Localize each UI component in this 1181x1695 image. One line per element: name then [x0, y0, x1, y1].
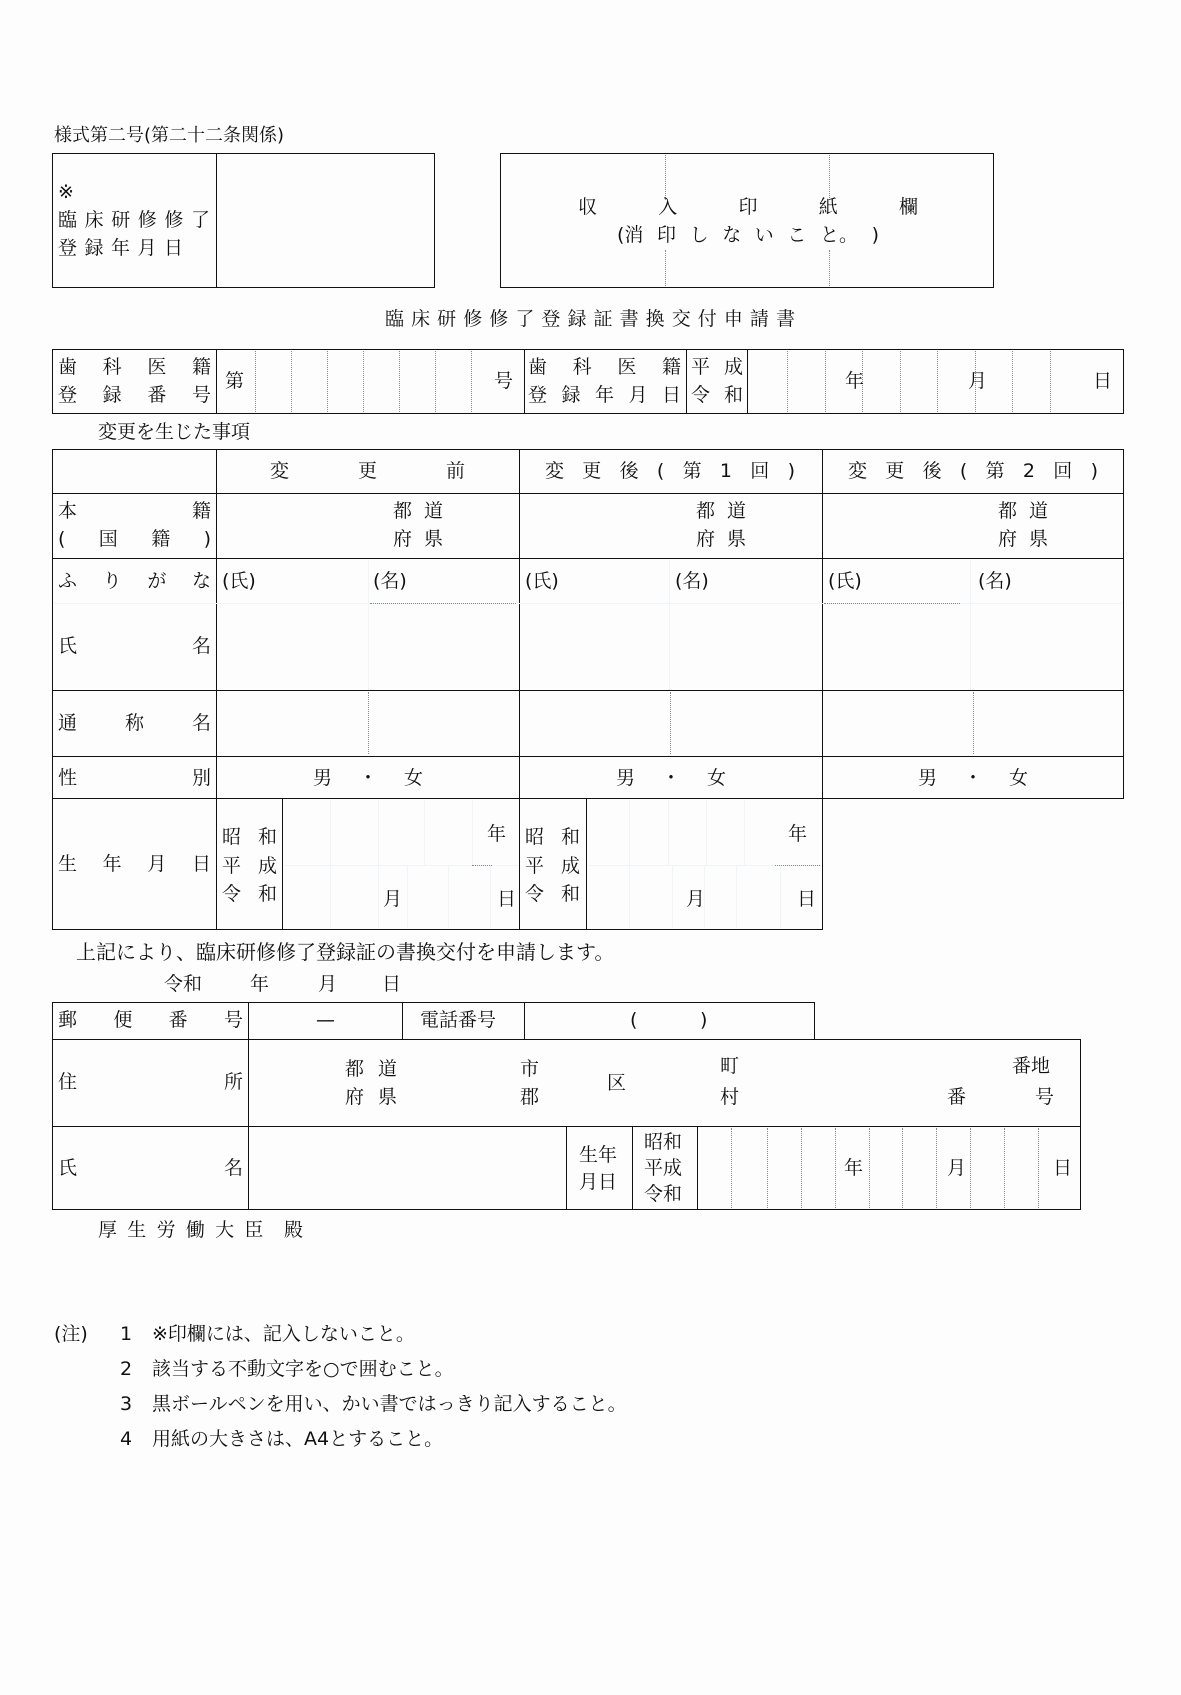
- era-option-showa[interactable]: 昭 和: [222, 826, 277, 848]
- birthdate-label-2: 月日: [579, 1171, 618, 1193]
- sex-options-after1: 男 ・ 女: [616, 767, 726, 789]
- address-ban: 番: [947, 1086, 967, 1108]
- reserved-mark: ※: [58, 181, 74, 203]
- header-after-2: 変 更 後 ( 第 2 回 ): [848, 460, 1098, 482]
- era-option-showa[interactable]: 昭 和: [525, 826, 580, 848]
- option-male[interactable]: 男: [616, 767, 636, 789]
- stamp-guide: [665, 155, 666, 200]
- header-after-1: 変 更 後 ( 第 1 回 ): [545, 460, 795, 482]
- applicant-birthdate-field[interactable]: [699, 1128, 1079, 1208]
- addressee: 厚 生 労 働 大 臣 殿: [98, 1219, 303, 1241]
- note-number: 4: [120, 1428, 133, 1450]
- stamp-guide: [665, 250, 666, 286]
- prefecture-suffix: 都 道: [393, 500, 443, 522]
- prefecture-suffix: 都 道: [998, 500, 1048, 522]
- day-label: 日: [1093, 370, 1113, 392]
- sex-options-before: 男 ・ 女: [313, 767, 423, 789]
- address-banchi: 番地: [1012, 1055, 1051, 1077]
- alias-after1-field[interactable]: [521, 692, 821, 755]
- postal-code-label: 郵 便 番 号: [58, 1009, 243, 1031]
- note-number: 2: [120, 1358, 133, 1380]
- day-label: 日: [497, 888, 517, 910]
- address-city: 市: [520, 1058, 540, 1080]
- divider: [632, 1126, 633, 1210]
- domicile-label-2: ( 国 籍 ): [58, 528, 211, 550]
- address-go: 号: [1035, 1086, 1055, 1108]
- birthdate-label: 生 年 月 日: [58, 853, 211, 875]
- prefecture-suffix: 府 県: [696, 528, 746, 550]
- sex-label: 性 別: [58, 767, 211, 789]
- stamp-guide: [829, 155, 830, 200]
- application-month: 月: [318, 973, 338, 995]
- domicile-after2-field[interactable]: [824, 495, 1122, 557]
- address-prefecture-suffix: 都 道: [345, 1058, 397, 1080]
- era-option-heisei[interactable]: 平成: [644, 1157, 683, 1179]
- registry-number-label-2: 登 録 番 号: [58, 384, 211, 406]
- era-option-reiwa[interactable]: 令 和: [525, 883, 580, 905]
- prefecture-suffix: 府 県: [393, 528, 443, 550]
- divider: [52, 558, 1124, 559]
- divider: [586, 798, 587, 930]
- phone-paren-close: ): [700, 1009, 708, 1031]
- given-name-after1-field[interactable]: [670, 604, 821, 689]
- registration-date-label-line2: 登 録 年 月 日: [58, 237, 183, 259]
- divider: [248, 1039, 249, 1210]
- divider: [566, 1126, 567, 1210]
- option-male[interactable]: 男: [918, 767, 938, 789]
- registry-date-label-1: 歯 科 医 籍: [528, 356, 681, 378]
- application-era: 令和: [164, 973, 203, 995]
- alias-label: 通 称 名: [58, 712, 211, 734]
- given-name-tag: (名): [675, 570, 709, 592]
- note-text: 用紙の大きさは、A4とすること。: [152, 1428, 444, 1450]
- changes-section-title: 変更を生じた事項: [98, 421, 251, 443]
- era-option-reiwa[interactable]: 令和: [644, 1183, 683, 1205]
- surname-before-field[interactable]: [218, 604, 367, 689]
- application-day: 日: [382, 973, 402, 995]
- divider: [52, 493, 1124, 494]
- given-name-tag: (名): [978, 570, 1012, 592]
- application-year: 年: [250, 973, 270, 995]
- note-text: ※印欄には、記入しないこと。: [152, 1323, 415, 1345]
- given-name-tag: (名): [373, 570, 407, 592]
- stamp-box-title: 収 入 印 紙 欄: [578, 196, 918, 218]
- divider: [697, 1126, 698, 1210]
- option-female[interactable]: 女: [706, 767, 726, 789]
- divider: [216, 349, 217, 414]
- note-number: 1: [120, 1323, 133, 1345]
- month-label: 月: [686, 888, 706, 910]
- given-name-after2-field[interactable]: [971, 604, 1122, 689]
- option-male[interactable]: 男: [313, 767, 333, 789]
- divider: [248, 1002, 249, 1040]
- registry-date-label-2: 登 録 年 月 日: [528, 384, 681, 406]
- surname-tag: (氏): [222, 570, 256, 592]
- address-town: 町: [720, 1055, 740, 1077]
- day-label: 日: [1053, 1157, 1073, 1179]
- alias-before-field[interactable]: [218, 692, 518, 755]
- divider: [282, 798, 283, 930]
- era-option-heisei[interactable]: 平 成: [691, 356, 743, 378]
- phone-label: 電話番号: [420, 1009, 497, 1031]
- sex-options-after2: 男 ・ 女: [918, 767, 1028, 789]
- address-prefecture-suffix: 府 県: [345, 1086, 397, 1108]
- header-before: 変 更 前: [270, 460, 465, 482]
- prefecture-suffix: 府 県: [998, 528, 1048, 550]
- surname-tag: (氏): [828, 570, 862, 592]
- note-text: 黒ボールペンを用い、かい書ではっきり記入すること。: [152, 1393, 627, 1415]
- note-text: 該当する不動文字を○で囲むこと。: [152, 1358, 454, 1380]
- surname-tag: (氏): [525, 570, 559, 592]
- registry-number-prefix: 第: [225, 370, 245, 392]
- divider: [747, 349, 748, 414]
- era-option-reiwa[interactable]: 令 和: [222, 883, 277, 905]
- surname-after1-field[interactable]: [521, 604, 668, 689]
- year-label: 年: [845, 370, 865, 392]
- name-label: 氏 名: [58, 635, 211, 657]
- registry-number-label-1: 歯 科 医 籍: [58, 356, 211, 378]
- month-label: 月: [383, 888, 403, 910]
- prefecture-suffix: 都 道: [696, 500, 746, 522]
- year-label: 年: [844, 1157, 864, 1179]
- stamp-guide: [829, 250, 830, 286]
- registry-number-field[interactable]: [250, 351, 490, 412]
- address-field[interactable]: [250, 1041, 1079, 1125]
- month-label: 月: [968, 370, 988, 392]
- postal-dash: —: [316, 1009, 335, 1031]
- surname-after2-field[interactable]: [824, 604, 969, 689]
- address-county: 郡: [520, 1086, 540, 1108]
- domicile-after1-field[interactable]: [521, 495, 821, 557]
- year-label: 年: [788, 823, 808, 845]
- note-number: 3: [120, 1393, 133, 1415]
- divider: [402, 1002, 403, 1040]
- divider: [216, 153, 217, 288]
- era-option-reiwa[interactable]: 令 和: [691, 384, 743, 406]
- divider: [524, 1002, 525, 1040]
- application-statement: 上記により、臨床研修修了登録証の書換交付を申請します。: [76, 940, 615, 964]
- domicile-label-1: 本 籍: [58, 500, 211, 522]
- furigana-label: ふ り が な: [58, 570, 211, 592]
- era-option-showa[interactable]: 昭和: [644, 1131, 683, 1153]
- registry-number-suffix: 号: [494, 370, 514, 392]
- divider: [686, 349, 687, 414]
- year-label: 年: [487, 823, 507, 845]
- month-label: 月: [947, 1157, 967, 1179]
- phone-paren-open: (: [630, 1009, 638, 1031]
- registration-date-field[interactable]: [218, 155, 433, 286]
- divider: [52, 756, 1124, 757]
- registration-date-label-line1: 臨 床 研 修 修 了: [58, 209, 210, 231]
- address-village: 村: [720, 1086, 740, 1108]
- alias-after2-field[interactable]: [824, 692, 1122, 755]
- registry-date-field[interactable]: [749, 351, 1122, 412]
- day-label: 日: [797, 888, 817, 910]
- era-option-heisei[interactable]: 平 成: [222, 855, 277, 877]
- applicant-name-field[interactable]: [250, 1128, 565, 1208]
- address-ward: 区: [607, 1072, 627, 1094]
- notes-label: (注): [54, 1323, 88, 1345]
- address-label: 住 所: [58, 1071, 243, 1093]
- form-number: 様式第二号(第二十二条関係): [54, 125, 285, 146]
- given-name-before-field[interactable]: [369, 604, 518, 689]
- revenue-stamp-box[interactable]: [500, 153, 994, 288]
- option-female[interactable]: 女: [403, 767, 423, 789]
- phone-field[interactable]: [526, 1004, 813, 1038]
- document-title: 臨 床 研 修 修 了 登 録 証 書 換 交 付 申 請 書: [385, 308, 795, 330]
- divider: [52, 690, 1124, 691]
- divider: [52, 929, 823, 930]
- applicant-name-label: 氏 名: [58, 1157, 243, 1179]
- era-option-heisei[interactable]: 平 成: [525, 855, 580, 877]
- divider: [52, 798, 53, 930]
- birthdate-label-1: 生年: [579, 1144, 618, 1166]
- domicile-before-field[interactable]: [218, 495, 518, 557]
- divider: [524, 349, 525, 414]
- stamp-box-subtitle: (消 印 し な い こ と。 ): [617, 224, 879, 246]
- option-female[interactable]: 女: [1008, 767, 1028, 789]
